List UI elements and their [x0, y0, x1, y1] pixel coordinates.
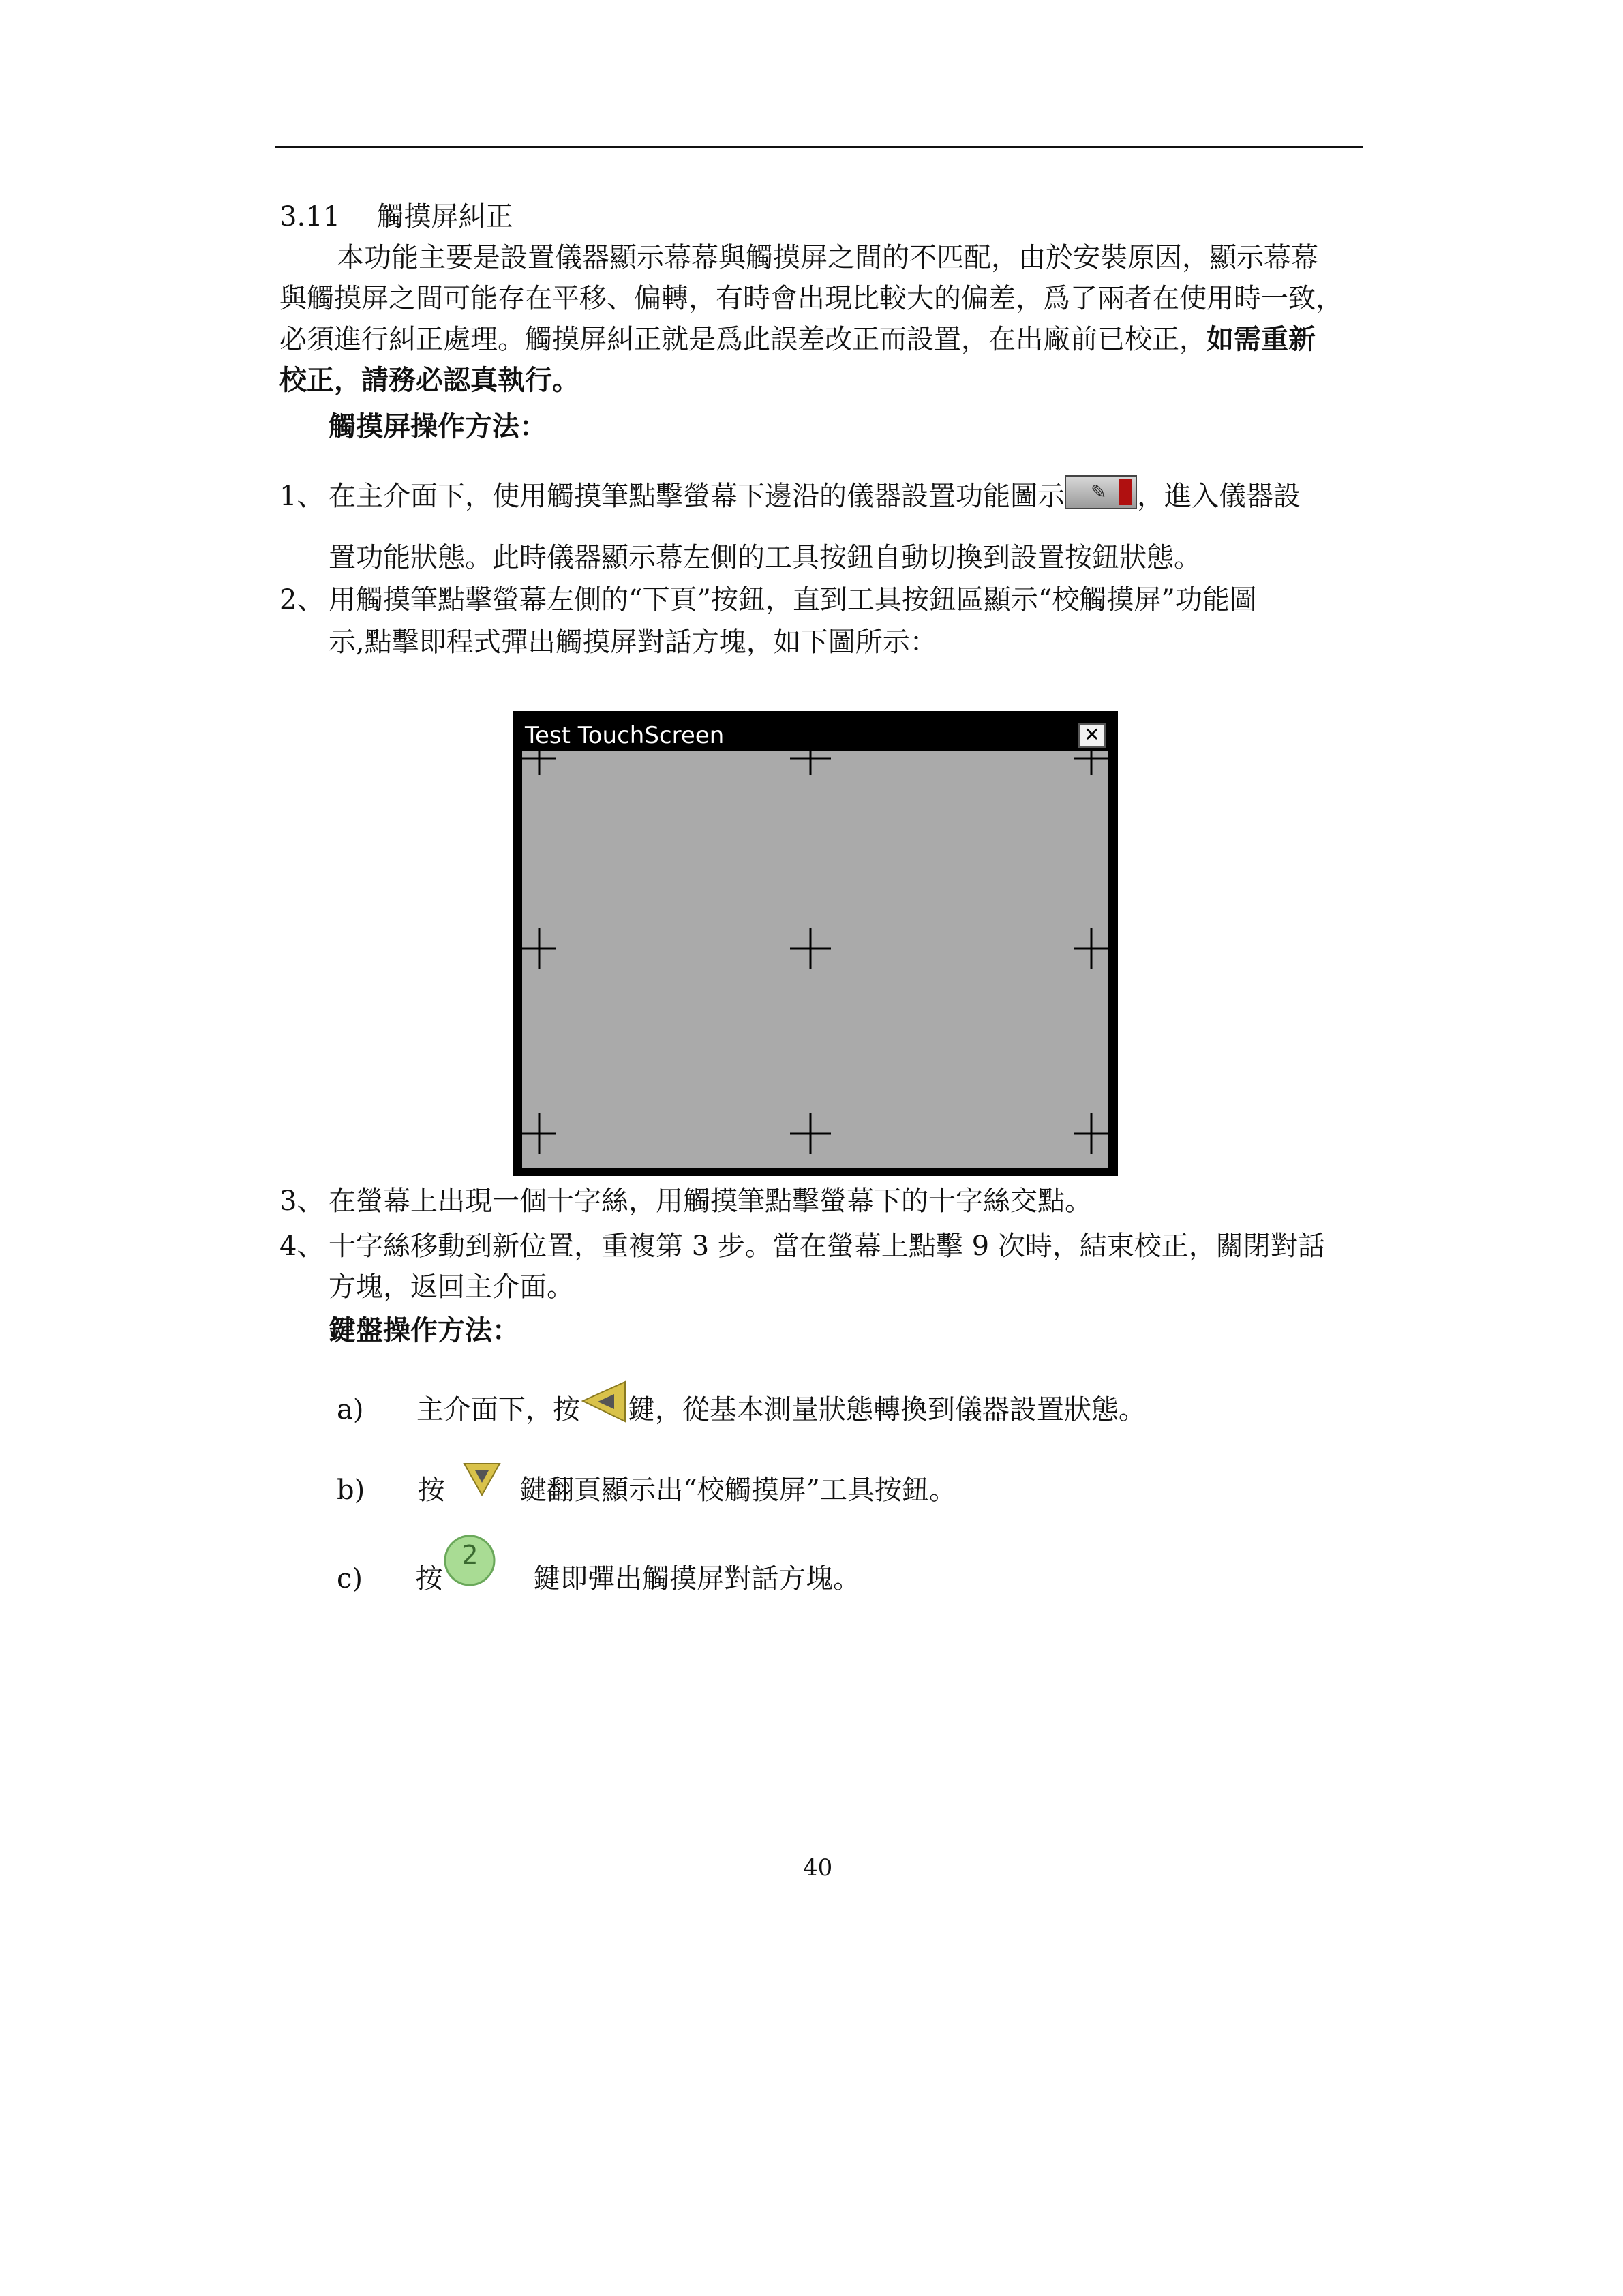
key-step-b-text-a: 按 [417, 1475, 445, 1506]
step-2-number: 2、 [279, 584, 324, 616]
step-2-line-1: 用觸摸筆點擊螢幕左側的“下頁”按鈕，直到工具按鈕區顯示“校觸摸屏”功能圖 [329, 584, 1257, 616]
step-1-line-2: 置功能狀態。此時儀器顯示幕左側的工具按鈕自動切換到設置按鈕狀態。 [329, 542, 1201, 573]
settings-tool-icon: ✎ [1065, 475, 1137, 509]
key-step-b-label: b) [337, 1475, 365, 1506]
step-1-text-a: 在主介面下，使用觸摸筆點擊螢幕下邊沿的儀器設置功能圖示 [329, 481, 1065, 512]
step-3-number: 3、 [279, 1185, 324, 1217]
key-step-c-label: c) [337, 1563, 363, 1595]
test-touchscreen-dialog [513, 711, 1118, 1176]
intro-line-3 [279, 320, 1316, 359]
intro-line-3-text: 必須進行糾正處理。觸摸屏糾正就是爲此誤差改正而設置，在出廠前已校正， [279, 324, 1207, 355]
key-step-b [337, 1471, 956, 1509]
section-number: 3.11 [279, 201, 341, 232]
crosshair-icon[interactable] [790, 928, 831, 969]
close-button[interactable] [1078, 723, 1106, 748]
intro-line-3-bold: 如需重新 [1207, 323, 1316, 355]
crosshair-icon[interactable] [790, 1113, 831, 1154]
section-heading [279, 198, 513, 236]
key-step-a-text-b: 鍵，從基本測量狀態轉換到儀器設置狀態。 [627, 1394, 1146, 1425]
step-4-line-2: 方塊，返回主介面。 [329, 1271, 574, 1303]
step-1-number: 1、 [279, 481, 324, 512]
dialog-title: Test TouchScreen [525, 722, 725, 749]
header-rule [275, 146, 1363, 148]
section-title: 觸摸屏糾正 [376, 201, 513, 232]
step-4-line-1: 十字絲移動到新位置，重複第 3 步。當在螢幕上點擊 9 次時，結束校正，關閉對話 [329, 1230, 1325, 1262]
crosshair-icon[interactable] [1074, 751, 1108, 775]
crosshair-icon[interactable] [790, 751, 831, 775]
crosshair-icon[interactable] [522, 1113, 556, 1154]
intro-line-1: 本功能主要是設置儀器顯示幕幕與觸摸屏之間的不匹配，由於安裝原因，顯示幕幕 [337, 242, 1318, 273]
calibration-canvas[interactable] [522, 751, 1108, 1168]
key-step-c [337, 1540, 861, 1598]
touch-heading: 觸摸屏操作方法： [329, 410, 547, 442]
crosshair-icon[interactable] [522, 928, 556, 969]
key-step-c-text-a: 按 [415, 1563, 443, 1595]
step-2-line-2: 示,點擊即程式彈出觸摸屏對話方塊，如下圖所示： [329, 626, 937, 658]
crosshair-icon[interactable] [522, 751, 556, 775]
intro-line-2: 與觸摸屏之間可能存在平移、偏轉，有時會出現比較大的偏差，爲了兩者在使用時一致， [279, 283, 1343, 314]
close-icon: ✕ [1084, 723, 1100, 746]
key-step-a-label: a) [337, 1394, 364, 1425]
key-step-c-text-b: 鍵即彈出觸摸屏對話方塊。 [533, 1563, 861, 1595]
left-arrow-key-icon [580, 1380, 628, 1423]
keyboard-heading: 鍵盤操作方法： [329, 1314, 519, 1346]
step-3-line-1: 在螢幕上出現一個十字絲，用觸摸筆點擊螢幕下的十字絲交點。 [329, 1185, 1092, 1217]
key-step-b-text-b: 鍵翻頁顯示出“校觸摸屏”工具按鈕。 [519, 1475, 956, 1506]
page-number: 40 [803, 1854, 833, 1882]
key-step-a-text-a: 主介面下，按 [416, 1394, 580, 1425]
step-4-number: 4、 [279, 1230, 324, 1262]
key-two-label: 2 [461, 1540, 479, 1570]
down-arrow-key-icon [463, 1460, 501, 1498]
step-1-line-1 [329, 477, 1301, 515]
step-1-text-b: ，進入儀器設 [1137, 481, 1301, 512]
key-step-a [337, 1391, 1146, 1429]
number-two-key-icon [442, 1533, 497, 1588]
crosshair-icon[interactable] [1074, 928, 1108, 969]
crosshair-icon[interactable] [1074, 1113, 1108, 1154]
intro-line-4: 校正，請務必認真執行。 [279, 364, 579, 396]
